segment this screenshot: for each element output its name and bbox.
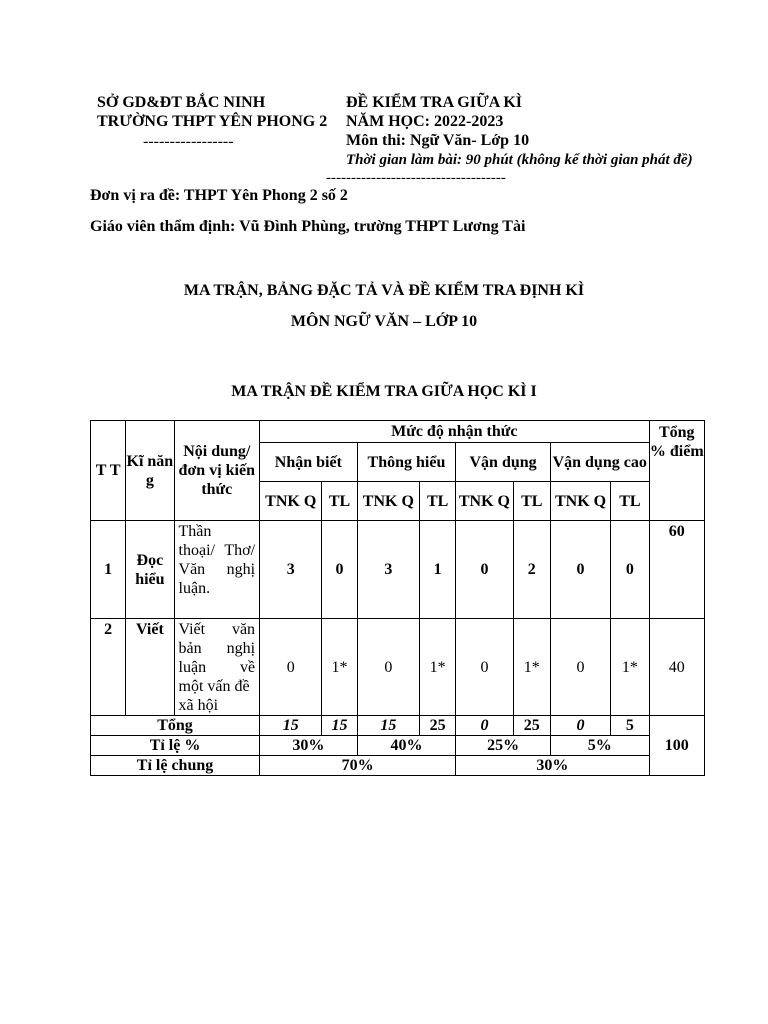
content-line: luận về <box>178 659 256 676</box>
sum-row <box>91 716 705 736</box>
header-left-divider: ----------------- <box>143 133 234 150</box>
cell-value: 1* <box>322 619 357 716</box>
sum-value: 5 <box>611 716 649 736</box>
row-total: 40 <box>649 619 704 716</box>
ratio-label: Tỉ lệ % <box>91 736 260 756</box>
header-sub-tnkq: TNK Q <box>550 482 610 521</box>
subject-title: MÔN NGỮ VĂN – LỚP 10 <box>290 313 478 330</box>
cell-value: 3 <box>357 521 419 619</box>
header-school: TRƯỜNG THPT YÊN PHONG 2 <box>97 113 328 130</box>
cell-value: 0 <box>456 619 513 716</box>
header-sub-tnkq: TNK Q <box>260 482 322 521</box>
header-total: Tổng % điểm <box>649 421 704 521</box>
table-row <box>91 521 705 619</box>
header-level: Mức độ nhận thức <box>260 421 650 443</box>
ratio-value: 5% <box>550 736 649 756</box>
sum-value: 0 <box>456 716 513 736</box>
sum-value: 15 <box>260 716 322 736</box>
table-row <box>91 619 705 716</box>
sum-value: 0 <box>550 716 610 736</box>
header-sub-tl: TL <box>611 482 649 521</box>
overall-value: 30% <box>456 756 649 776</box>
header-right-divider: ------------------------------------ <box>326 170 506 186</box>
sum-value: 25 <box>513 716 550 736</box>
row-content <box>174 521 260 619</box>
content-line: Viết văn <box>178 621 256 638</box>
header-level-application: Vận dụng <box>456 443 551 482</box>
row-content <box>174 619 260 716</box>
cell-value: 1 <box>420 521 456 619</box>
sum-value: 15 <box>322 716 357 736</box>
exam-duration: Thời gian làm bài: 90 phút (không kể thời gian phát đề) <box>346 152 693 168</box>
matrix-table <box>90 420 705 776</box>
sum-value: 15 <box>357 716 419 736</box>
header-content: Nội dung/đơn vị kiến thức <box>174 421 260 521</box>
header-level-high-application: Vận dụng cao <box>550 443 649 482</box>
cell-value: 0 <box>456 521 513 619</box>
row-skill: Đọc hiểu <box>126 521 174 619</box>
content-line: thoại/ Thơ/ <box>178 542 256 559</box>
header-level-recognition: Nhận biết <box>260 443 358 482</box>
cell-value: 3 <box>260 521 322 619</box>
header-sub-tnkq: TNK Q <box>456 482 513 521</box>
header-sub-tl: TL <box>322 482 357 521</box>
content-line: luận. <box>178 580 211 597</box>
exam-subject: Môn thi: Ngữ Văn- Lớp 10 <box>346 132 530 149</box>
content-line: bản nghị <box>178 640 256 657</box>
header-tt: T T <box>91 421 126 521</box>
ratio-value: 25% <box>456 736 551 756</box>
content-line: xã hội <box>178 697 219 714</box>
overall-label: Tỉ lệ chung <box>91 756 260 776</box>
header-row-1 <box>91 421 705 443</box>
exam-unit: Đơn vị ra đề: THPT Yên Phong 2 số 2 <box>90 187 348 204</box>
overall-value: 70% <box>260 756 456 776</box>
matrix-title: MA TRẬN ĐỀ KIỂM TRA GIỮA HỌC KÌ I <box>231 383 537 400</box>
exam-title: ĐỀ KIỂM TRA GIỮA KÌ <box>346 94 523 111</box>
row-tt: 2 <box>91 619 126 716</box>
cell-value: 0 <box>611 521 649 619</box>
cell-value: 1* <box>513 619 550 716</box>
content-line: một vấn đề <box>178 678 250 695</box>
sum-label: Tổng <box>91 716 260 736</box>
cell-value: 2 <box>513 521 550 619</box>
grand-total: 100 <box>649 716 704 776</box>
overall-row <box>91 756 705 776</box>
content-line: Thần <box>178 523 212 540</box>
ratio-value: 30% <box>260 736 358 756</box>
row-tt: 1 <box>91 521 126 619</box>
header-org: SỞ GD&ĐT BẮC NINH <box>97 94 266 111</box>
cell-value: 1* <box>420 619 456 716</box>
school-year: NĂM HỌC: 2022-2023 <box>346 113 504 130</box>
header-level-understanding: Thông hiểu <box>357 443 456 482</box>
main-title: MA TRẬN, BẢNG ĐẶC TẢ VÀ ĐỀ KIỂM TRA ĐỊNH KÌ <box>183 282 585 299</box>
row-skill: Viết <box>126 619 174 716</box>
row-total: 60 <box>649 521 704 619</box>
cell-value: 1* <box>611 619 649 716</box>
cell-value: 0 <box>357 619 419 716</box>
ratio-value: 40% <box>357 736 456 756</box>
header-sub-tnkq: TNK Q <box>357 482 419 521</box>
header-sub-tl: TL <box>513 482 550 521</box>
header-sub-tl: TL <box>420 482 456 521</box>
cell-value: 0 <box>260 619 322 716</box>
content-line: Văn nghị <box>178 561 256 578</box>
ratio-row <box>91 736 705 756</box>
exam-reviewer: Giáo viên thẩm định: Vũ Đình Phùng, trường THPT Lương Tài <box>90 218 526 235</box>
cell-value: 0 <box>322 521 357 619</box>
cell-value: 0 <box>550 521 610 619</box>
header-skill: Kĩ năn g <box>126 421 174 521</box>
sum-value: 25 <box>420 716 456 736</box>
cell-value: 0 <box>550 619 610 716</box>
